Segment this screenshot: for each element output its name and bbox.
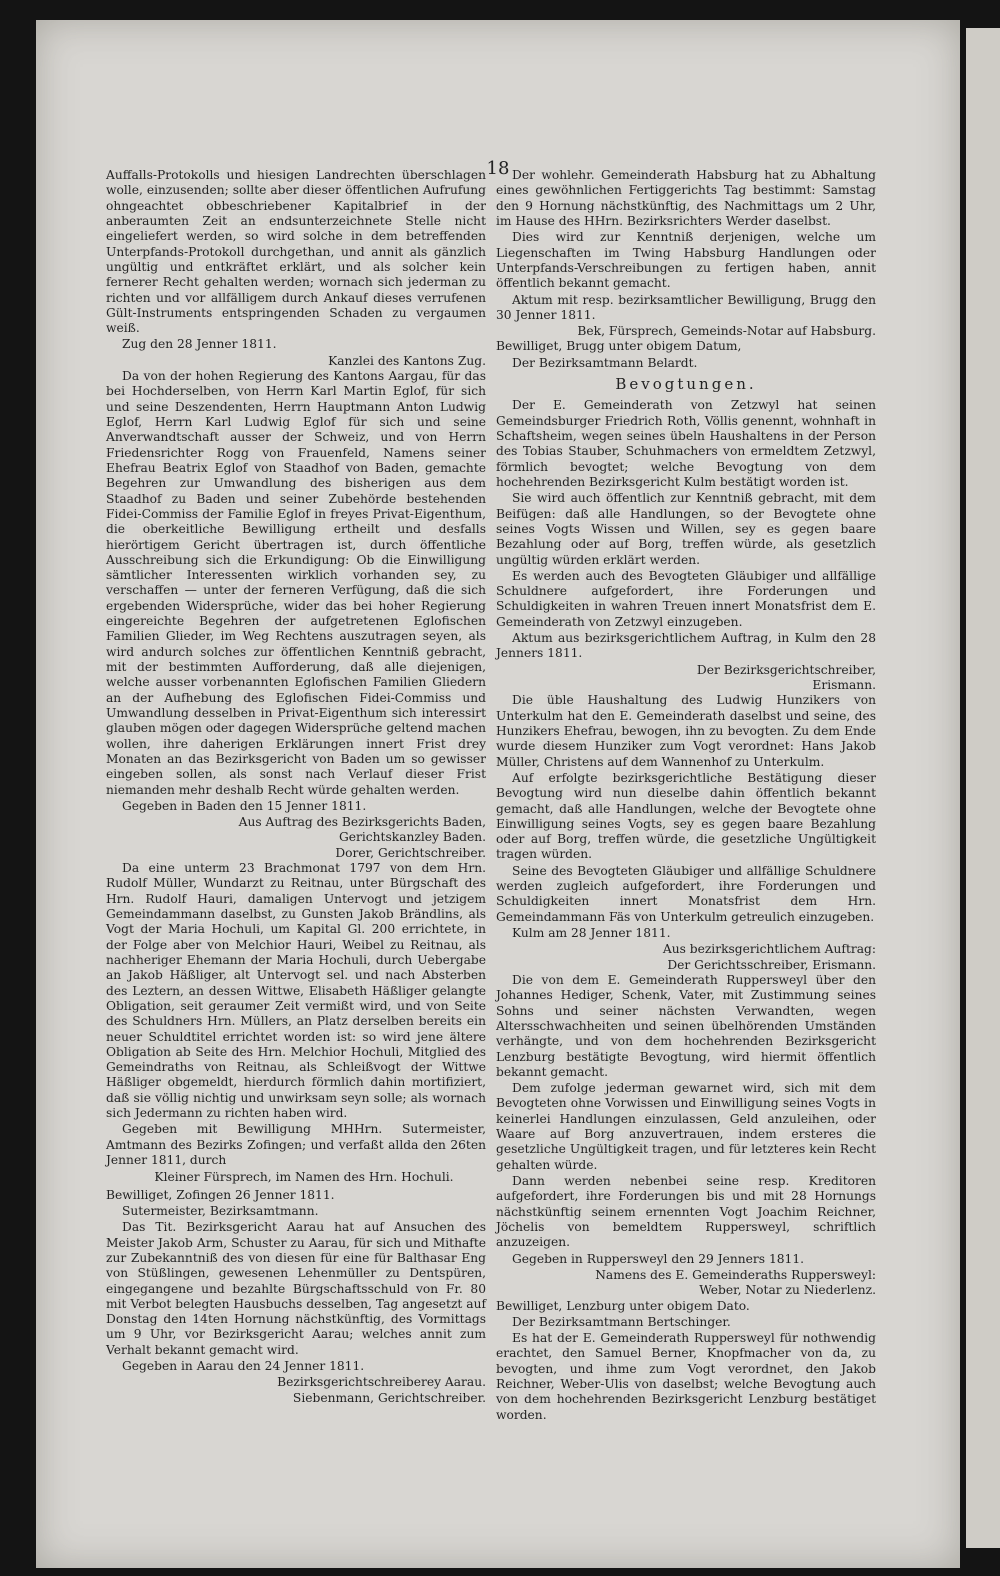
signature-line: Gerichtskanzley Baden. xyxy=(339,830,486,845)
paragraph: Gegeben in Baden den 15 Jenner 1811. xyxy=(122,798,367,813)
paragraph: Dann werden nebenbei seine resp. Kreditoren aufgefordert, ihre Forderungen bis und mit 28 Hornungs nächstkünftig seinem ernennten Vogt Joachim Reichner, Jöchelis von bemeldtem Ruppersweyl, schriftlich anzuzeigen. xyxy=(496,1174,876,1250)
signature-line: Namens des E. Gemeinderaths Ruppersweyl: xyxy=(595,1267,876,1282)
adjacent-page-edge xyxy=(966,28,1000,1548)
signature-line: Dorer, Gerichtschreiber. xyxy=(335,845,486,860)
signature-line: Bezirksgerichtschreiberey Aarau. xyxy=(277,1375,486,1390)
signature-line: Weber, Notar zu Niederlenz. xyxy=(699,1283,876,1298)
paragraph: Die üble Haushaltung des Ludwig Hunzikers von Unterkulm hat den E. Gemeinderath daselbst und seine, des Hunzikers Ehefrau, bewogen, ihn zu bevogten. Zu dem Ende wurde diesem Hunziker zum Vogt verordnet: Hans Jakob Müller, Christens auf dem Wannenhof zu Unterkulm. xyxy=(496,693,876,769)
paragraph: Es werden auch des Bevogteten Gläubiger und allfällige Schuldnere aufgefordert, ihre Forderungen und Schuldigkeiten in wahren Treuen innert Monatsfrist dem E. Gemeinderath von Zetzwyl einzugeben. xyxy=(496,568,876,629)
signature-line: Kleiner Fürsprech, im Namen des Hrn. Hochuli. xyxy=(154,1170,454,1185)
page-number: 18 xyxy=(486,158,510,179)
signature-line: Erismann. xyxy=(812,678,876,692)
paragraph: Die von dem E. Gemeinderath Ruppersweyl über den Johannes Hediger, Schenk, Vater, mit Zustimmung seines Sohns und seiner nächsten Verwandten, wegen Altersschwachheiten und seinen übelhörenden Umständen verhängte, und von dem hochehrenden Bezirksgericht Lenzburg bestätigte Bevogtung, wird hiermit öffentlich bekannt gemacht. xyxy=(496,972,876,1079)
paragraph: Gegeben in Aarau den 24 Jenner 1811. xyxy=(122,1359,365,1374)
paragraph: Da von der hohen Regierung des Kantons Aargau, für das bei Hochderselben, von Herrn Karl Martin Eglof, für sich und seine Deszendenten, Herrn Hauptmann Anton Ludwig Eglof, Herrn Karl Ludwig Eglof für sich und seine Anverwandtschaft ausser der Schweiz, und von Herrn Friedensrichter Rogg von Frauenfeld, Namens seiner Ehefrau Beatrix Eglof von Staadhof von Baden, gemachte Begehren zur Umwandlung des bisherigen aus dem Staadhof zu Baden und seiner Zubehörde bestehenden Fidei-Commiss der Familie Eglof in freyes Privat-Eigenthum, die oberkeitliche Bewilligung ertheilt und desfalls hierörtigem Gericht übertragen ist, durch öffentliche Ausschreibung sich die Erkundigung: Ob die Einwilligung sämtlicher Interessenten wirklich vorhanden sey, zu verschaffen — unter der ferneren Verfügung, daß die sich ergebenden Widersprüche, wider das bei hoher Regierung eingereichte Begehren der aufgetretenen Eglofischen Familien Glieder, im Weg Rechtens auszutragen seyen, als wird andurch solches zur öffentlichen Kenntniß gebracht, mit der bestimmten Aufforderung, daß alle diejenigen, welche ausser vorbenannten Eglofischen Familien Gliedern an der Aufhebung des Eglofischen Fidei-Commiss und Umwandlung desselben in Privat-Eigenthum sich interessirt glauben mögen oder dagegen Widersprüche geltend machen wollen, ihre daherigen Erklärungen innert Frist drey Monaten an das Bezirksgericht von Baden um so gewisser eingeben sollen, als sonst nach Verlauf dieser Frist niemanden mehr deshalb Recht würde gehalten werden. xyxy=(106,369,486,797)
paragraph: Gegeben mit Bewilligung MHHrn. Sutermeister, Amtmann des Bezirks Zofingen; und verfaßt allda den 26ten Jenner 1811, durch xyxy=(106,1122,486,1167)
paragraph: Seine des Bevogteten Gläubiger und allfällige Schuldnere werden zugleich aufgefordert, ihre Forderungen und Schuldigkeiten innert Monatsfrist dem Hrn. Gemeindammann Fäs von Unterkulm getreulich einzugeben. xyxy=(496,863,876,924)
right-column xyxy=(496,168,876,1424)
signature-line: Bek, Fürsprech, Gemeinds-Notar auf Habsburg. xyxy=(577,324,876,339)
signature-line: Aus bezirksgerichtlichem Auftrag: xyxy=(662,942,876,957)
paragraph: Auffalls-Protokolls und hiesigen Landrechten überschlagen wolle, einzusenden; sollte aber dieser öffentlichen Aufrufung ohngeachtet obbeschriebener Kapitalbrief in der anberaumten Zeit an endsunterzeichnete Stelle nicht eingeliefert werden, so wird solche in dem betreffenden Unterpfands-Protokoll durchgethan, und annit als gänzlich ungültig und entkräftet erklärt, und als solcher kein fernerer Recht gehalten werden; wornach sich jederman zu richten und vor allfälligem durch Ankauf dieses verrufenen Gült-Instruments entspringenden Schaden zu vergaumen weiß. xyxy=(106,168,486,336)
paragraph: Da eine unterm 23 Brachmonat 1797 von dem Hrn. Rudolf Müller, Wundarzt zu Reitnau, unter Bürgschaft des Hrn. Rudolf Hauri, damaligen Untervogt und jetzigem Gemeindammann daselbst, zu Gunsten Jakob Brändlins, als Vogt der Maria Hochuli, um Kapital Gl. 200 errichtete, in der Folge aber von Melchior Hauri, Weibel zu Reitnau, als nachheriger Ehemann der Maria Hochuli, durch Uebergabe an Jakob Häßliger, alt Untervogt sel. und nach Absterben des Leztern, an dessen Wittwe, Elisabeth Häßliger gelangte Obligation, seit geraumer Zeit vermißt wird, und von Seite des Schuldners Hrn. Müllers, an Platz derselben bereits ein neuer Schuldtitel errichtet worden ist: so wird jene ältere Obligation ab Seite des Hrn. Melchior Hochuli, Mitglied des Gemeindraths von Reitnau, als Schleißvogt der Wittwe Häßliger obgemeldt, hierdurch förmlich dahin mortifiziert, daß sie völlig nichtig und unwirksam seyn solle; als wornach sich Jedermann zu richten haben wird. xyxy=(106,861,486,1121)
paragraph: Der E. Gemeinderath von Zetzwyl hat seinen Gemeindsburger Friedrich Roth, Völlis genennt, wohnhaft in Schaftsheim, wegen seines übeln Haushaltens in der Person des Tobias Stauber, Schuhmachers von ermeldtem Zetzwyl, förmlich bevogtet; welche Bevogtung von dem hochehrenden Bezirksgericht Kulm bestätigt worden ist. xyxy=(496,398,876,489)
signature-line: Der Bezirksgerichtschreiber, xyxy=(696,662,876,677)
paragraph: Gegeben in Ruppersweyl den 29 Jenners 1811. xyxy=(512,1251,805,1266)
paragraph: Der Bezirksamtmann Belardt. xyxy=(512,355,698,370)
signature-line: Der Gerichtsschreiber, Erismann. xyxy=(667,957,876,972)
signature-line: Kanzlei des Kantons Zug. xyxy=(328,353,486,368)
paragraph: Kulm am 28 Jenner 1811. xyxy=(512,926,671,940)
paragraph: Zug den 28 Jenner 1811. xyxy=(122,337,277,352)
paragraph: Bewilliget, Lenzburg unter obigem Dato. xyxy=(496,1298,750,1313)
paragraph: Dies wird zur Kenntniß derjenigen, welche um Liegenschaften im Twing Habsburg Handlungen oder Unterpfands-Verschreibungen zu fertigen haben, annit öffentlich bekannt gemacht. xyxy=(496,230,876,291)
paragraph: Bewilliget, Zofingen 26 Jenner 1811. xyxy=(106,1187,335,1202)
paragraph: Das Tit. Bezirksgericht Aarau hat auf Ansuchen des Meister Jakob Arm, Schuster zu Aarau, für sich und Mithafte zur Zubekanntniß des von diesen für eine für Balthasar Eng von Stüßlingen, gewesenen Lehenmüller zu Dentspüren, eingegangene und bezahlte Bürgschaftsschuld von Fr. 80 mit Verbot belegten Hausbuchs desselben, Tag angesetzt auf Donstag den 14ten Hornung nächstkünftig, des Vormittags um 9 Uhr, vor Bezirksgericht Aarau; welches annit zum Verhalt bekannt gemacht wird. xyxy=(106,1220,486,1357)
paragraph: Der wohlehr. Gemeinderath Habsburg hat zu Abhaltung eines gewöhnlichen Fertiggerichts Tag bestimmt: Samstag den 9 Hornung nächstkünftig, des Nachmittags um 2 Uhr, im Hause des HHrn. Bezirksrichters Werder daselbst. xyxy=(496,168,876,228)
paragraph: Auf erfolgte bezirksgerichtliche Bestätigung dieser Bevogtung wird nun dieselbe dahin öffentlich bekannt gemacht, daß alle Handlungen, welche der Bevogtete ohne Einwilligung seines Vogts, sey es gegen baare Bezahlung oder auf Borg, treffen würde, die gesetzliche Ungültigkeit tragen würden. xyxy=(496,770,876,862)
paragraph: Sie wird auch öffentlich zur Kenntniß gebracht, mit dem Beifügen: daß alle Handlungen, so der Bevogtete ohne seines Vogts Wissen und Willen, sey es gegen baare Bezahlung oder auf Borg, treffen würde, als gesetzlich ungültig würden erklärt werden. xyxy=(496,491,876,567)
paragraph: Bewilliget, Brugg unter obigem Datum, xyxy=(496,339,742,354)
paragraph: Der Bezirksamtmann Bertschinger. xyxy=(512,1314,731,1329)
paragraph: Dem zufolge jederman gewarnet wird, sich mit dem Bevogteten ohne Vorwissen und Einwilligung seines Vogts in keinerlei Handlungen einzulassen, Geld anzuleihen, oder Waare auf Borg anzuvertrauen, indem ersteres die gesetzliche Ungültigkeit tragen, und für letzteres kein Recht gehalten würde. xyxy=(496,1081,876,1172)
paragraph: Aktum mit resp. bezirksamtlicher Bewilligung, Brugg den 30 Jenner 1811. xyxy=(496,292,876,322)
paragraph: Aktum aus bezirksgerichtlichem Auftrag, in Kulm den 28 Jenners 1811. xyxy=(496,631,876,661)
paragraph: Sutermeister, Bezirksamtmann. xyxy=(122,1203,319,1218)
signature-line: Aus Auftrag des Bezirksgerichts Baden, xyxy=(238,815,486,830)
left-column xyxy=(106,168,486,1406)
paragraph: Es hat der E. Gemeinderath Ruppersweyl für nothwendig erachtet, den Samuel Berner, Knopfmacher von da, zu bevogten, und ihme zum Vogt verordnet, den Jakob Reichner, Weber-Ulis von daselbst; welche Bevogtung auch von dem hochehrenden Bezirksgericht Lenzburg bestätiget worden. xyxy=(496,1331,876,1422)
section-heading: Bevogtungen. xyxy=(615,375,757,394)
signature-line: Siebenmann, Gerichtschreiber. xyxy=(292,1390,486,1405)
